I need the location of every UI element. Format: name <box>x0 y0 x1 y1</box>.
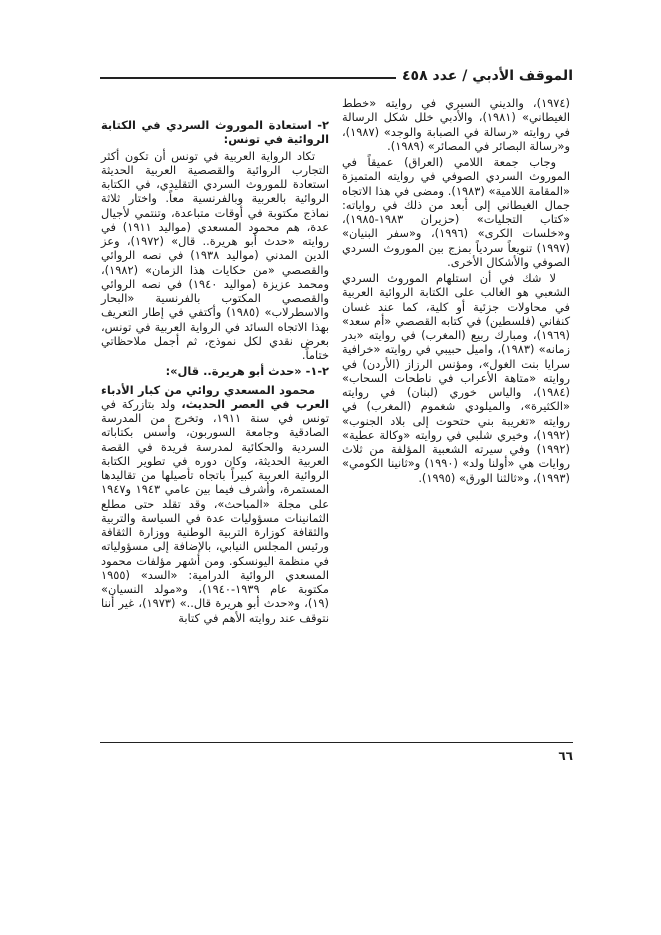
left-column <box>101 118 329 627</box>
footer-rule <box>100 742 573 763</box>
right-paragraph-2: وجاب جمعة اللامي (العراق) عميقاً في الموروث السردي الصوفي في روايته المتميزة «المقامة اللامية» (١٩٨٣). ومضى في هذا الاتجاه جمال الغيطاني إلى أبعد من ذلك في رواياته: «كتاب التجليات» (حزيران ١٩٨٣-١٩٨٥)، و«خلسات الكرى» (١٩٩٦)، و«سفر البنيان» (١٩٩٧) تنويعاً سردياً بمزج بين الموروث السردي الصوفي والأشكال الأخرى. <box>342 155 570 269</box>
right-paragraph-3: لا شك في أن استلهام الموروث السردي الشعبي هو الغالب على الكتابة الروائية العربية في محاولات جزئية أو كلية، كما عند غسان كنفاني (فلسطين) في كتابه القصصي «أم سعد» (١٩٦٩)، ومبارك ربيع (المغرب) في روايته «بدر زمانه» (١٩٨٣)، واميل حبيبي في روايته «خرافية سرايا بنت الغول»، ومؤنس الرزاز (الأردن) في روايته «متاهة الأعراب في ناطحات السحاب» (١٩٨٤)، والياس خوري (لبنان) في روايته «الكثيرة»، والميلودي شغموم (المغرب) في روايته «تغريبة بني حتحوت إلى بلاد الجنوب» (١٩٩٢)، وخيري شلبي في روايته «وكالة عطية» (١٩٩٢) وفي سيرته الشعبية المؤلفة من ثلاث روايات هي «أولنا ولد» (١٩٩٠) و«ثانينا الكومي» (١٩٩٣)، و«ثالثنا الورق» (١٩٩٥). <box>342 271 570 485</box>
subsection-heading: ٢-١- «حدث أبو هريرة.. قال»: <box>165 364 329 379</box>
left-paragraph-2-lead: محمود المسعدي روائي من كبار الأدباء العرب في العصر الحديث، <box>101 382 329 411</box>
section-heading: ٢- استعادة الموروث السردي في الكتابة الروائية في تونس: <box>101 118 329 147</box>
header-rule <box>100 77 396 79</box>
page-number: ٦٦ <box>558 749 573 763</box>
running-header <box>100 56 573 84</box>
left-paragraph-2 <box>101 383 329 625</box>
right-paragraph-1: (١٩٧٤)، والديني السيري في روايته «خطط الغيطاني» (١٩٨١)، والأدبي خلل شكل الرسالة في روايته «رسالة في الصبابة والوجد» (١٩٨٧)، و«رسالة البصائر في المصائر» (١٩٨٩). <box>342 96 570 153</box>
left-paragraph-2-body: ولد بتازركة في تونس في سنة ١٩١١، وتخرج من المدرسة الصادقية وجامعة السوربون، وأسس بكتاباته السردية والحكائية لمدرسة فريدة في القصة العربية الحديثة، وكان دوره في تطوير الكتابة الروائية العربية كبيراً باتجاه تأصيلها من تقاليدها المستمرة، وأشرف فيما بين عامي ١٩٤٣ و١٩٤٧ على مجلة «المباحث»، وقد تقلد حتى مطلع الثمانينات مسؤوليات عدة في السياسة والتربية والثقافة كوزارة التربية الوطنية ووزارة الثقافة ورئيس المجلس النيابي، بالإضافة إلى مسؤولياته في منظمة اليونسكو. ومن أشهر مؤلفات محمود المسعدي الروائية الدرامية: «السد» (١٩٥٥ مكتوبة عام ١٩٣٩-١٩٤٠)، و«مولد النسيان» (١٩)، و«حدث أبو هريرة قال..» (١٩٧٣)، غير أننا نتوقف عند روايته الأهم في كتابة <box>101 396 330 625</box>
right-column <box>342 96 570 487</box>
journal-title: الموقف الأدبي / عدد ٤٥٨ <box>402 68 573 84</box>
left-paragraph-1: تكاد الرواية العربية في تونس أن تكون أكثر التجارب الروائية والقصصية العربية الحديثة استعادة للموروث السردي التقليدي، في الكتابة الروائية بالعربية وبالفرنسية معاً. واختار ثلاثة نماذج مكتوبة في أوقات متباعدة، وتنتمي لأجيال عدة، هم محمود المسعدي (مواليد ١٩١١) في روايته «حدث أبو هريرة.. قال» (١٩٧٢)، وعز الدين المدني (مواليد ١٩٣٨) في نصه الروائي والقصصي «من حكايات هذا الزمان» (١٩٨٢)، ومحمد عزيزة (مواليد ١٩٤٠) في نصه الروائي والقصصي المكتوب بالفرنسية «البحار والاسطرلاب» (١٩٨٥) وأكتفي في إطار التعريف بهذا الاتجاه السائد في الرواية العربية في تونس، بعرض نقدي لكل نموذج، ثم أجمل ملاحظاتي ختاماً. <box>101 148 329 362</box>
